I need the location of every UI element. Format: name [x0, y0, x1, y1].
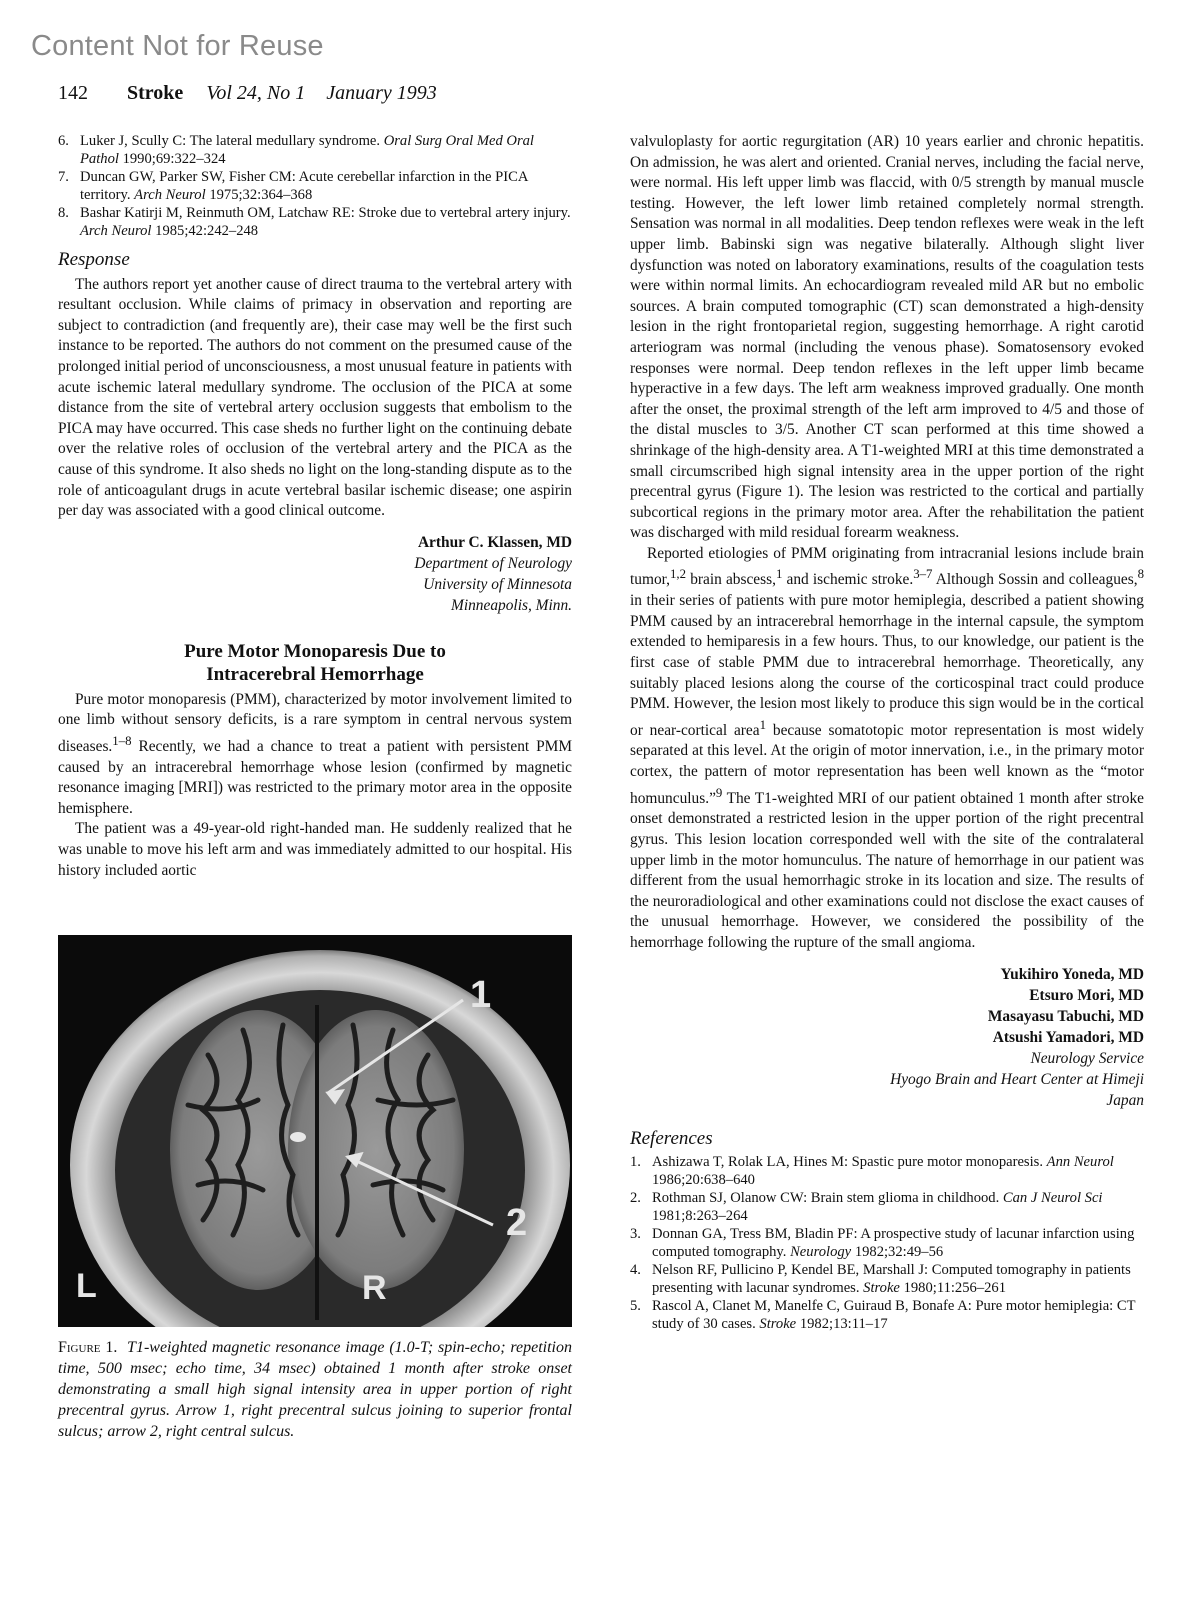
mri-figure — [58, 935, 572, 1327]
reference-item: 1. Ashizawa T, Rolak LA, Hines M: Spastic pure motor monoparesis. Ann Neurol 1986;20:638–640 — [630, 1154, 1114, 1189]
reference-item: 4. Nelson RF, Pullicino P, Kendel BE, Marshall J: Computed tomography in patients presenting with lacunar syndromes. Stroke 1980;11:256–261 — [630, 1262, 1131, 1297]
affiliation: Department of Neurology — [414, 554, 572, 572]
article-paragraph: Reported etiologies of PMM originating from intracranial lesions include brain tumor,$^{1,2}$ brain abscess,$^1$ and ischemic stroke.$^{3-7}$ Although Sossin and colleagues,$^8$ in their series of patients with pure motor hemiplegia, described a patient showing PMM caused by an intracerebral hemorrhage in the internal capsule, the symptom extended to hemiparesis in a few hours. Thus, to our knowledge, our patient is the first case of stable PMM due to intracerebral hemorrhage. Theoretically, any suitably placed lesions along the course of the corticospinal tract could produce PMM. However, the lesion most likely to produce this sign would be in the cortical or near-cortical area$^1$ because somatotopic motor representation is most widely separated at this level. At the origin of motor innervation, i.e., in the primary motor cortex, the pattern of motor representation has been well known as the “motor homunculus.”$^9$ The T1-weighted MRI of our patient obtained 1 month after stroke onset demonstrated a restricted lesion in the upper portion of the right precentral gyrus. This lesion location corresponded well with the site of the contralateral upper limb in the motor homunculus. The nature of hemorrhage in our patient was different from the usual hemorrhagic stroke in its location and size. The results of the neuroradiological and other examinations could not disclose the exact causes of the unusual hemorrhage. However, we considered the possibility of the hemorrhage following the rupture of the small angioma. — [630, 544, 1144, 951]
response-text: The authors report yet another cause of direct trauma to the vertebral artery with resultant occlusion. While claims of primacy in observation and reporting are subject to contradiction (and frequently are), their case may well be the first such instance to be reported. The authors do not comment on the presumed cause of the prolonged initial period of unconsciousness, a most unusual feature in patients with acute ischemic lateral medullary syndrome. The occlusion of the PICA at some distance from the site of vertebral artery occlusion suggests that embolism to the PICA may have occurred. This case sheds no further light on the continuing debate over the relative roles of occlusion of the vertebral artery and the PICA as the cause of this syndrome. It also sheds no light on the long-standing dispute as to the role of anticoagulant drugs in acute vertebral basilar ischemic disease; one aspirin per day was associated with a good clinical outcome. — [58, 275, 572, 520]
page-number: 142 — [58, 82, 88, 104]
arrow-label-1: 1 — [470, 974, 492, 1017]
author-name: Masayasu Tabuchi, MD — [987, 1007, 1144, 1025]
side-label-left: L — [76, 1267, 97, 1306]
article-paragraph: The patient was a 49-year-old right-handed man. He suddenly realized that he was unable to move his left arm and was immediately admitted to our hospital. His history included aortic — [58, 820, 572, 879]
reference-item: 7. Duncan GW, Parker SW, Fisher CM: Acute cerebellar infarction in the PICA territory. Arch Neurol 1975;32:364–368 — [58, 169, 528, 203]
running-header — [58, 82, 437, 105]
article-paragraph: valvuloplasty for aortic regurgitation (AR) 10 years earlier and chronic hepatitis. On admission, he was alert and oriented. Cranial nerves, including the facial nerve, were normal. His left upper limb was flaccid, with 0/5 strength by manual muscle testing. However, the left lower limb retained completely normal strength. Sensation was normal in all modalities. Deep tendon reflexes were weak in the left upper limb. Babinski sign was negative bilaterally. Although slight liver dysfunction was noted on laboratory examinations, results of the coagulation tests were within normal limits. An echocardiogram revealed mild AR but no embolic sources. A brain computed tomographic (CT) scan demonstrated a high-density lesion in the right frontoparietal region, suggesting hemorrhage. A right carotid arteriogram was normal (including the venous phase). Somatosensory evoked responses were normal. Deep tendon reflexes in the left upper limb became hyperactive in a few days. The left arm weakness improved gradually. One month after the onset, the proximal strength of the left arm improved to 4/5 and those of the distal muscles to 3/5. Another CT scan performed at this time showed a shrinkage of the high-density area. A T1-weighted MRI at this time demonstrated a small circumscribed high signal intensity area in the upper portion of the right precentral gyrus (Figure 1). The lesion was restricted to the cortical and partially subcortical regions in the primary motor area. After the rehabilitation the patient was discharged with mild residual forearm weakness. — [630, 133, 1144, 542]
affiliation: Neurology Service — [1030, 1049, 1144, 1067]
article-paragraph: Pure motor monoparesis (PMM), characterized by motor involvement limited to one limb without sensory deficits, is a rare symptom in central nervous system diseases.$^{1-8}$ Recently, we had a chance to treat a patient with persistent PMM caused by an intracerebral hemorrhage whose lesion (confirmed by magnetic resonance imaging [MRI]) was restricted to the primary motor area in the opposite hemisphere. — [58, 690, 572, 817]
issue-date: January 1993 — [326, 82, 437, 104]
affiliation: Minneapolis, Minn. — [451, 596, 572, 614]
previous-references — [58, 132, 572, 240]
response-signature — [58, 532, 572, 616]
mri-image — [58, 935, 572, 1327]
article-signature — [630, 964, 1144, 1111]
left-column — [58, 132, 572, 1442]
affiliation: Hyogo Brain and Heart Center at Himeji — [890, 1070, 1144, 1088]
right-column — [630, 132, 1144, 1333]
reference-item: 5. Rascol A, Clanet M, Manelfe C, Guiraud B, Bonafe A: Pure motor hemiplegia: CT study of 30 cases. Stroke 1982;13:11–17 — [630, 1298, 1136, 1333]
author-name: Yukihiro Yoneda, MD — [1000, 965, 1144, 983]
arrow-label-2: 2 — [506, 1202, 528, 1245]
author-name: Arthur C. Klassen, MD — [417, 533, 572, 551]
author-name: Atsushi Yamadori, MD — [992, 1028, 1144, 1046]
journal-name: Stroke — [127, 82, 184, 104]
watermark: Content Not for Reuse — [31, 30, 324, 62]
reference-item: 6. Luker J, Scully C: The lateral medullary syndrome. Oral Surg Oral Med Oral Pathol 1990;69:322–324 — [58, 133, 534, 167]
references-list — [630, 1153, 1144, 1333]
side-label-right: R — [362, 1269, 387, 1308]
figure-caption: Figure 1. T1-weighted magnetic resonance image (1.0-T; spin-echo; repetition time, 500 msec; echo time, 34 msec) obtained 1 month after stroke onset demonstrating a small high signal intensity area in upper portion of right precentral gyrus. Arrow 1, right precentral sulcus joining to superior frontal sulcus; arrow 2, right central sulcus. — [58, 1339, 572, 1441]
author-name: Etsuro Mori, MD — [1029, 986, 1144, 1004]
journal-volume: Vol 24, No 1 — [206, 82, 306, 104]
response-heading: Response — [58, 249, 130, 270]
reference-item: 2. Rothman SJ, Olanow CW: Brain stem glioma in childhood. Can J Neurol Sci 1981;8:263–264 — [630, 1190, 1103, 1225]
affiliation: Japan — [1106, 1091, 1144, 1109]
references-heading: References — [630, 1127, 713, 1149]
article-title: Pure Motor Monoparesis Due to Intracerebral Hemorrhage — [184, 640, 446, 685]
reference-item: 8. Bashar Katirji M, Reinmuth OM, Latchaw RE: Stroke due to vertebral artery injury. Arch Neurol 1985;42:242–248 — [58, 205, 571, 239]
reference-item: 3. Donnan GA, Tress BM, Bladin PF: A prospective study of lacunar infarction using computed tomography. Neurology 1982;32:49–56 — [630, 1226, 1135, 1261]
affiliation: University of Minnesota — [423, 575, 572, 593]
